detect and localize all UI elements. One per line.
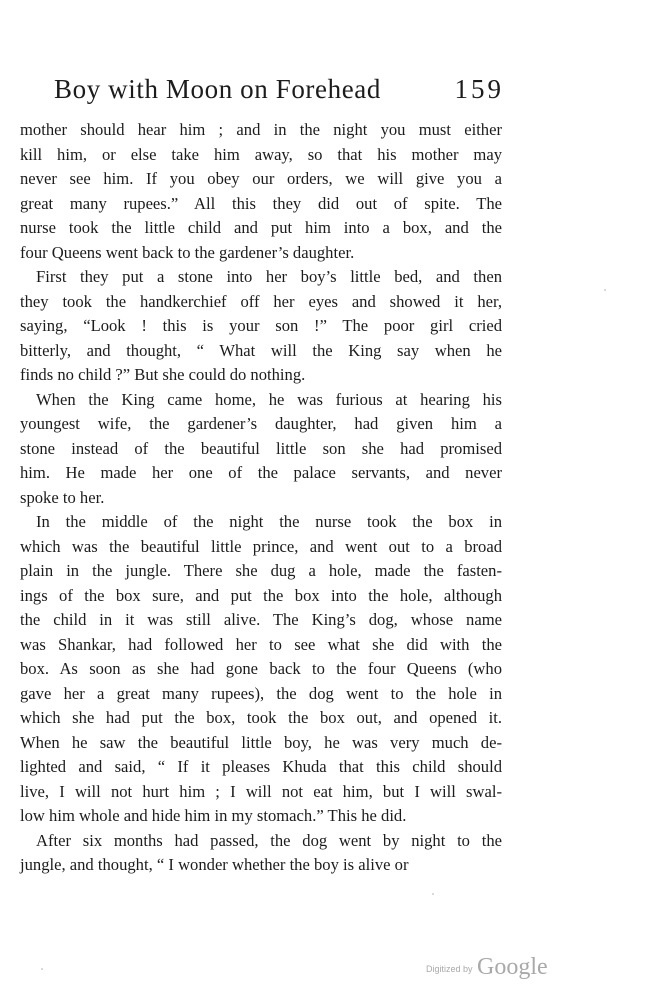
paragraph (20, 388, 502, 511)
text-line: live, I will not hurt him ; I will not eat him, but I will swal- (20, 781, 502, 801)
body-text (20, 118, 502, 878)
text-line: which she had put the box, took the box out, and opened it. (20, 708, 502, 727)
paper-speck (41, 968, 43, 970)
text-line: jungle, and thought, “ I wonder whether the boy is alive or (20, 855, 409, 874)
google-logo: Google (476, 954, 548, 980)
text-line: mother should hear him ; and in the night you must either (20, 120, 502, 139)
text-line: plain in the jungle. There she dug a hole, made the fasten- (20, 561, 502, 580)
text-line: stone instead of the beautiful little son she had promised (20, 438, 502, 458)
text-line: youngest wife, the gardener’s daughter, had given him a (20, 414, 502, 433)
text-line: great many rupees.” All this they did out of spite. The (20, 193, 502, 213)
text-line: In the middle of the night the nurse took the box in (36, 512, 502, 531)
text-line: After six months had passed, the dog went by night to the (36, 830, 502, 850)
text-line: low him whole and hide him in my stomach.” This he did. (20, 806, 407, 825)
text-line: which was the beautiful little prince, and went out to a broad (20, 536, 502, 556)
text-line: was Shankar, had followed her to see what she did with the (20, 634, 502, 654)
paragraph (20, 118, 502, 265)
text-line: First they put a stone into her boy’s little bed, and then (36, 267, 502, 286)
text-line: spoke to her. (20, 487, 105, 507)
text-line: him. He made her one of the palace servants, and never (20, 463, 502, 482)
paragraph (20, 265, 502, 388)
watermark-prefix: Digitized by (426, 964, 473, 974)
page-number: 159 (454, 74, 504, 104)
text-line: four Queens went back to the gardener’s daughter. (20, 242, 355, 262)
text-line: finds no child ?” But she could do nothing. (20, 365, 306, 384)
text-line: box. As soon as she had gone back to the four Queens (who (20, 659, 502, 678)
text-line: kill him, or else take him away, so that his mother may (20, 144, 502, 164)
text-line: When he saw the beautiful little boy, he was very much de- (20, 732, 502, 752)
text-line: nurse took the little child and put him into a box, and the (20, 218, 502, 237)
text-line: lighted and said, “ If it pleases Khuda that this child should (20, 757, 502, 776)
paper-speck (604, 289, 606, 291)
text-line: the child in it was still alive. The King’s dog, whose name (20, 610, 502, 629)
text-line: bitterly, and thought, “ What will the King say when he (20, 340, 502, 360)
paragraph (20, 510, 502, 829)
digitized-by-watermark (426, 954, 548, 981)
paper-speck (432, 893, 434, 895)
text-line: never see him. If you obey our orders, we will give you a (20, 169, 502, 188)
text-line: saying, “Look ! this is your son !” The poor girl cried (20, 316, 502, 335)
running-title: Boy with Moon on Forehead (54, 74, 381, 104)
text-line: gave her a great many rupees), the dog went to the hole in (20, 683, 502, 703)
text-line: When the King came home, he was furious at hearing his (36, 389, 502, 409)
running-head (54, 70, 504, 108)
text-line: they took the handkerchief off her eyes and showed it her, (20, 291, 502, 311)
paragraph (20, 829, 502, 878)
text-line: ings of the box sure, and put the box into the hole, although (20, 585, 502, 605)
